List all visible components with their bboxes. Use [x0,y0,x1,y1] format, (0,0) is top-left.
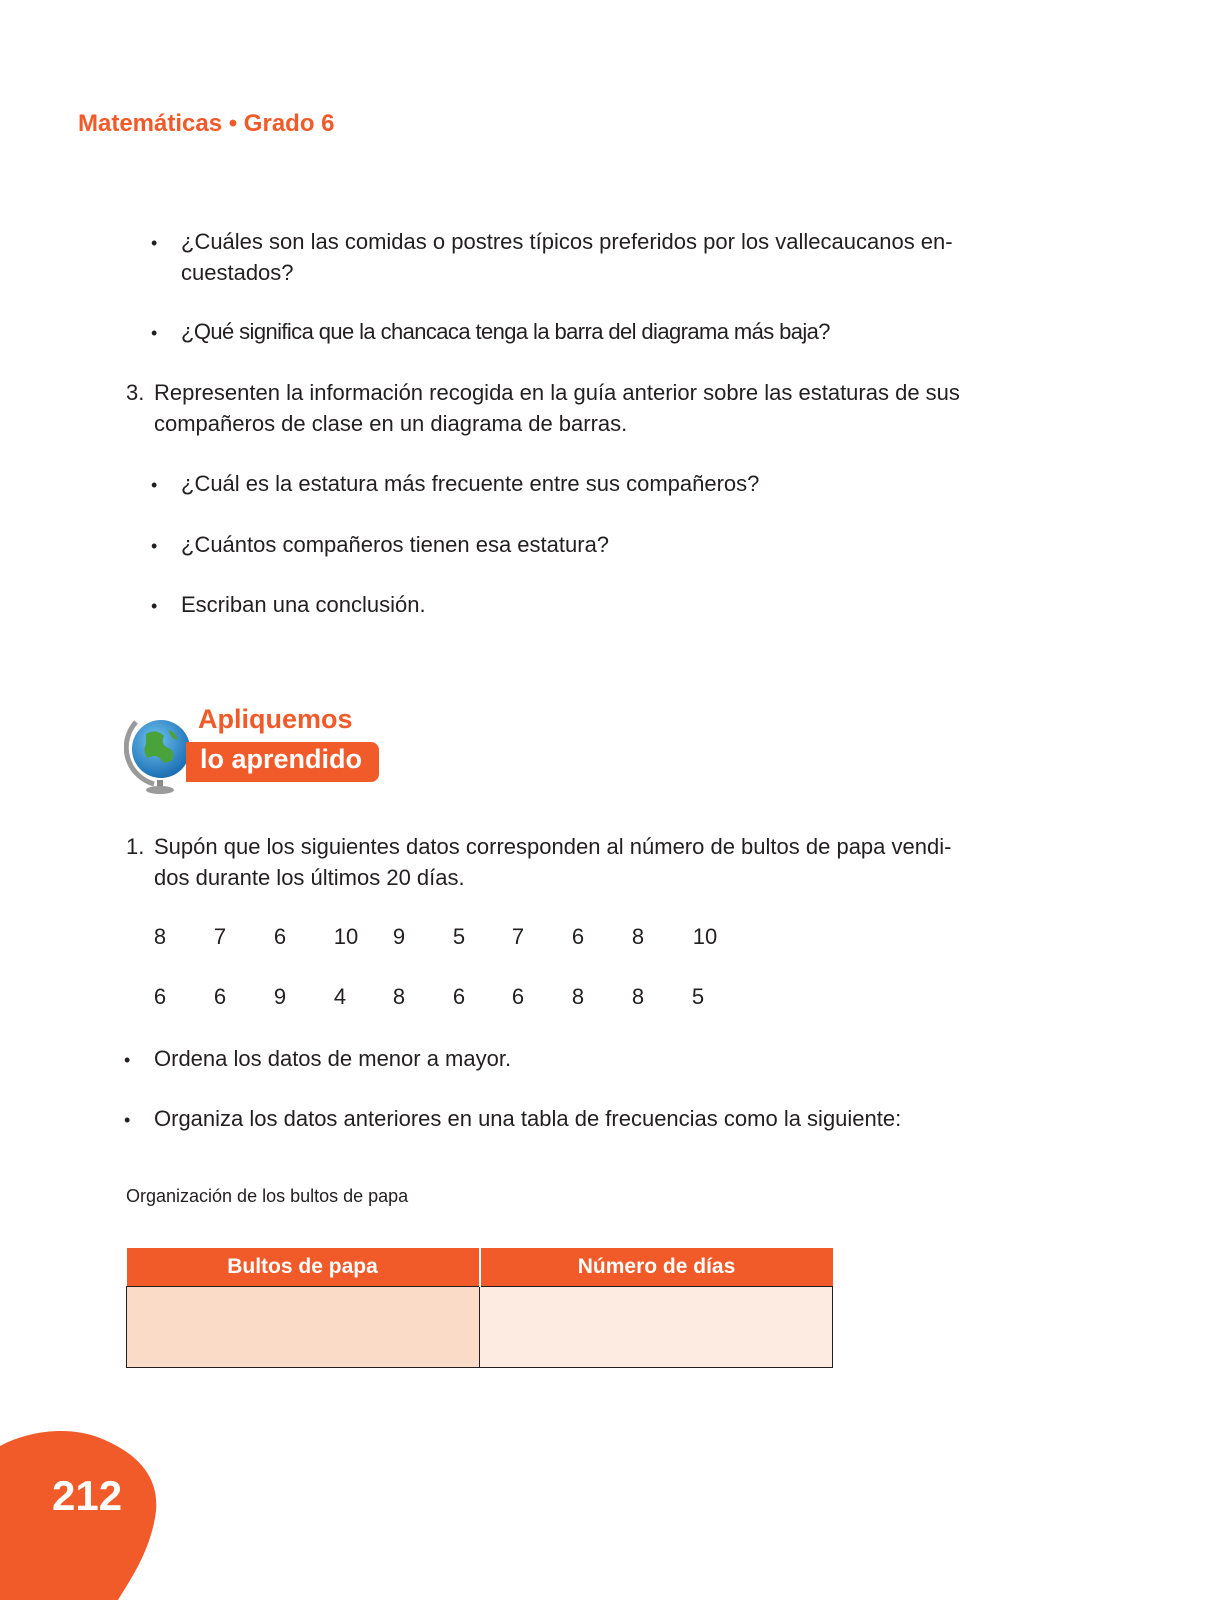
bullet-marker: • [151,596,158,616]
table-header-row [127,1248,833,1287]
data-value: 5 [691,984,705,1009]
bullet-marker: • [151,475,158,495]
data-value: 8 [631,924,645,949]
data-value: 10 [692,924,718,949]
data-value: 4 [333,984,347,1009]
data-value: 6 [213,984,227,1009]
data-value: 10 [333,924,359,949]
data-value: 6 [273,924,287,949]
data-value: 6 [571,924,585,949]
item-number: 3. [126,380,145,405]
question-text: ¿Qué significa que la chancaca tenga la barra del diagrama más baja? [181,319,830,344]
bullet-marker: • [151,323,158,343]
data-value: 6 [452,984,466,1009]
data-value: 6 [153,984,167,1009]
task-text: Ordena los datos de menor a mayor. [154,1046,512,1071]
question-text: cuestados? [181,260,294,285]
data-value: 8 [392,984,406,1009]
bullet-marker: • [124,1050,131,1070]
question-text: ¿Cuál es la estatura más frecuente entre sus compañeros? [181,471,760,496]
section-title: Apliquemos [198,704,353,734]
data-value: 6 [511,984,525,1009]
globe-icon [124,708,194,796]
data-value: 8 [153,924,167,949]
table-header-cell: Bultos de papa [127,1248,480,1287]
table-header-cell: Número de días [480,1248,833,1287]
data-value: 9 [273,984,287,1009]
bullet-marker: • [151,233,158,253]
data-value: 7 [213,924,227,949]
frequency-table [126,1248,833,1368]
table-caption: Organización de los bultos de papa [126,1186,409,1206]
running-header: Matemáticas • Grado 6 [78,110,335,137]
table-cell[interactable] [480,1287,833,1368]
task-text: Organiza los datos anteriores en una tabla de frecuencias como la siguiente: [154,1106,902,1131]
question-text: Escriban una conclusión. [181,592,426,617]
data-value: 9 [392,924,406,949]
data-value: 8 [571,984,585,1009]
bullet-marker: • [151,536,158,556]
data-value: 5 [452,924,466,949]
data-value: 7 [511,924,525,949]
question-text: ¿Cuántos compañeros tienen esa estatura? [181,532,610,557]
item-number: 1. [126,834,145,859]
data-value: 8 [631,984,645,1009]
item-text: compañeros de clase en un diagrama de barras. [154,411,628,436]
item-text: Representen la información recogida en la guía anterior sobre las estaturas de sus [154,380,960,405]
item-text: dos durante los últimos 20 días. [154,865,465,890]
page-number: 212 [52,1472,123,1519]
table-cell[interactable] [127,1287,480,1368]
section-subtitle: lo aprendido [200,744,362,774]
question-text: ¿Cuáles son las comidas o postres típicos preferidos por los vallecaucanos en- [181,229,953,254]
item-text: Supón que los siguientes datos corresponden al número de bultos de papa vendi- [154,834,952,859]
table-row [127,1287,833,1368]
bullet-marker: • [124,1110,131,1130]
